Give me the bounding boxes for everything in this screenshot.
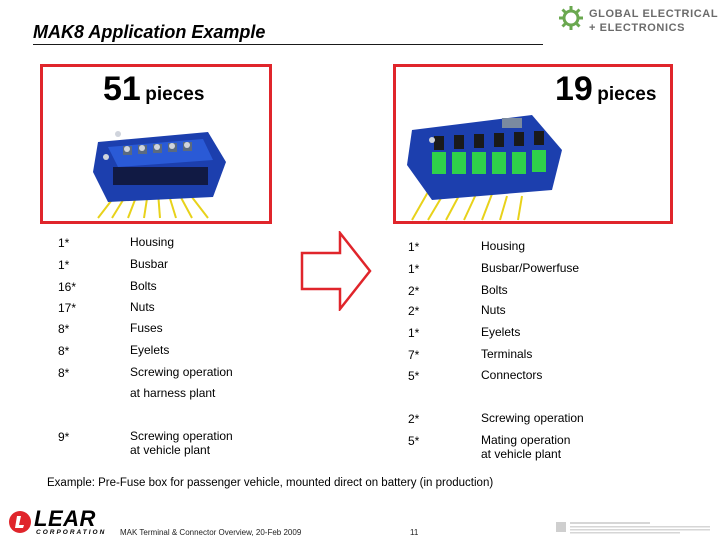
left-label: Housing bbox=[130, 235, 175, 249]
right-qty: 1* bbox=[408, 240, 420, 254]
left-qty: 1* bbox=[58, 258, 70, 272]
left-count-unit: pieces bbox=[145, 84, 205, 105]
left-label: Screwing operation bbox=[130, 365, 233, 379]
left-label: Eyelets bbox=[130, 343, 170, 357]
company-logo bbox=[558, 5, 584, 36]
right-qty: 5* bbox=[408, 434, 420, 448]
lear-l-icon bbox=[8, 510, 32, 534]
slide-title: MAK8 Application Example bbox=[33, 22, 266, 42]
right-label: Eyelets bbox=[481, 325, 521, 339]
company-name-line1: GLOBAL ELECTRICAL bbox=[589, 8, 719, 20]
left-label: Screwing operation bbox=[130, 429, 233, 443]
left-connector-image bbox=[78, 112, 238, 225]
left-qty: 17* bbox=[58, 301, 77, 315]
right-count bbox=[555, 72, 656, 106]
right-count-unit: pieces bbox=[597, 84, 657, 105]
right-qty: 7* bbox=[408, 348, 420, 362]
right-label: Mating operation bbox=[481, 433, 571, 447]
left-label: Bolts bbox=[130, 279, 157, 293]
confidential-notice-graphic bbox=[556, 520, 716, 536]
right-qty: 1* bbox=[408, 262, 420, 276]
left-qty: 8* bbox=[58, 366, 70, 380]
left-label-line2: at harness plant bbox=[130, 386, 216, 400]
right-label: Nuts bbox=[481, 303, 506, 317]
right-qty: 2* bbox=[408, 284, 420, 298]
presentation-footer: MAK Terminal & Connector Overview, 20-Feb 2009 bbox=[120, 528, 302, 537]
right-qty: 2* bbox=[408, 304, 420, 318]
right-qty: 5* bbox=[408, 369, 420, 383]
left-count-number: 51 bbox=[103, 70, 141, 108]
example-caption: Example: Pre-Fuse box for passenger vehicle, mounted direct on battery (in production) bbox=[47, 477, 494, 489]
right-label: Busbar/Powerfuse bbox=[481, 261, 580, 275]
gear-icon bbox=[558, 5, 584, 31]
title-underline bbox=[33, 44, 543, 45]
right-label: Terminals bbox=[481, 347, 533, 361]
company-name-line2: + ELECTRONICS bbox=[589, 22, 686, 34]
right-label: Housing bbox=[481, 239, 526, 253]
right-label: Bolts bbox=[481, 283, 508, 297]
left-label-line2: at vehicle plant bbox=[130, 443, 211, 457]
left-count bbox=[103, 72, 204, 106]
comparison-arrow-icon bbox=[300, 231, 372, 316]
right-connector-image bbox=[402, 110, 572, 227]
left-qty: 9* bbox=[58, 430, 70, 444]
right-label-line2: at vehicle plant bbox=[481, 447, 562, 461]
left-qty: 8* bbox=[58, 322, 70, 336]
right-label: Screwing operation bbox=[481, 411, 584, 425]
right-qty: 2* bbox=[408, 412, 420, 426]
page-number: 11 bbox=[410, 528, 419, 537]
left-qty: 16* bbox=[58, 280, 77, 294]
right-count-number: 19 bbox=[555, 70, 593, 108]
left-qty: 8* bbox=[58, 344, 70, 358]
left-label: Busbar bbox=[130, 257, 169, 271]
left-label: Fuses bbox=[130, 321, 163, 335]
lear-word: LEAR bbox=[34, 506, 96, 531]
left-qty: 1* bbox=[58, 236, 70, 250]
right-label: Connectors bbox=[481, 368, 543, 382]
right-qty: 1* bbox=[408, 326, 420, 340]
left-label: Nuts bbox=[130, 300, 155, 314]
lear-sub: CORPORATION bbox=[36, 529, 107, 536]
